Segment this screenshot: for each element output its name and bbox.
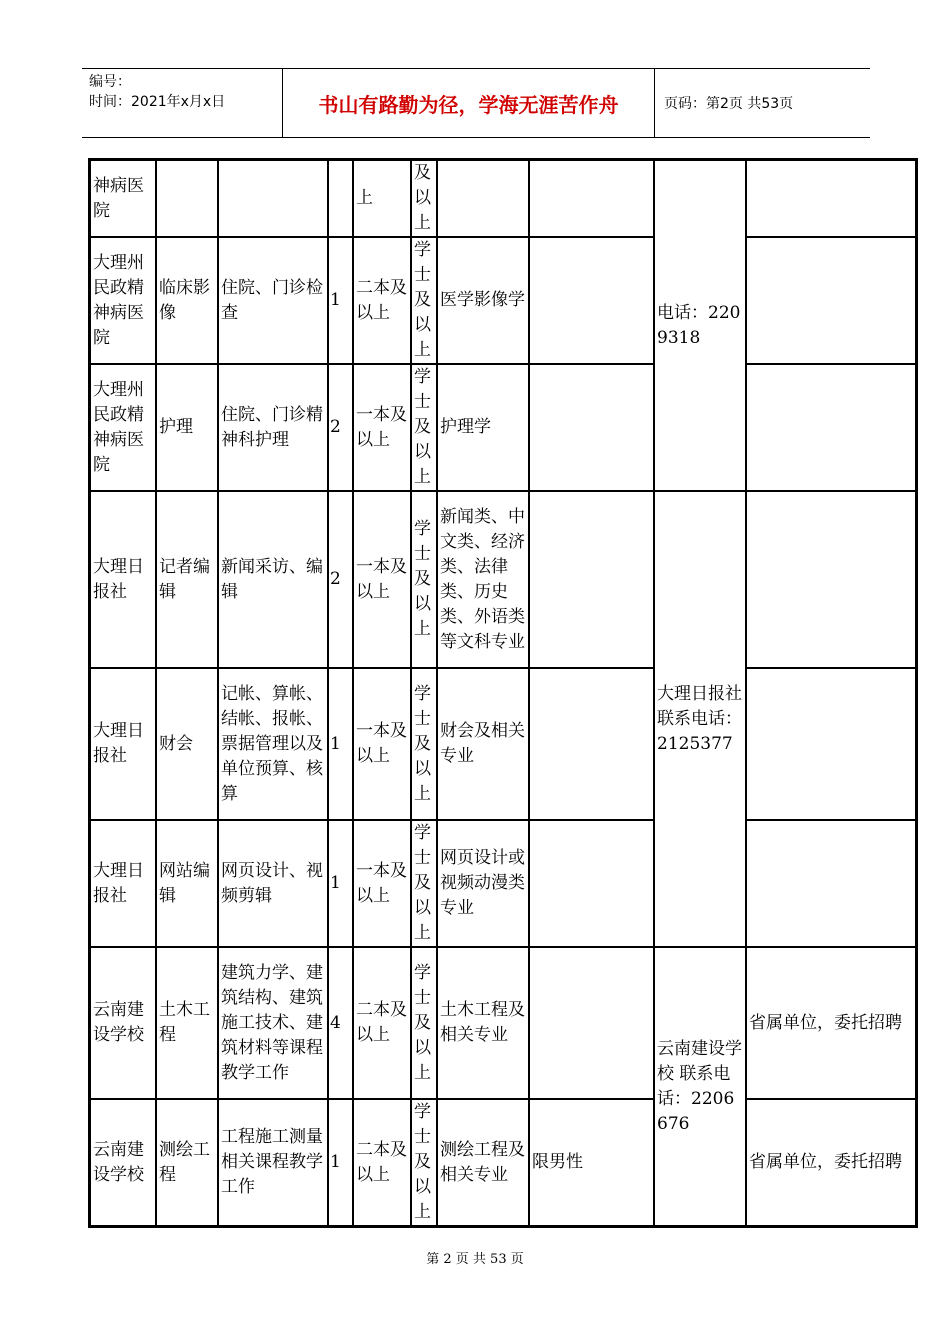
cell-unit: 大理州民政精神病医院 [90,237,156,364]
cell-position: 记者编辑 [156,491,218,668]
cell-unit: 云南建设学校 [90,947,156,1099]
cell-count: 2 [328,491,353,668]
cell-remark: 省属单位，委托招聘 [746,947,916,1099]
header-motto: 书山有路勤为径，学海无涯苦作舟 [282,69,655,137]
cell-major: 财会及相关专业 [437,668,529,820]
cell-education: 一本及以上 [353,364,411,491]
cell-education: 二本及以上 [353,1099,411,1226]
cell-position: 测绘工程 [156,1099,218,1226]
cell-other [529,160,654,237]
cell-degree: 及以上 [411,160,437,237]
cell-count: 4 [328,947,353,1099]
cell-duty [218,160,328,237]
cell-education: 上 [353,160,411,237]
header-meta [89,72,282,134]
cell-count [328,160,353,237]
cell-duty: 住院、门诊检查 [218,237,328,364]
cell-duty: 住院、门诊精神科护理 [218,364,328,491]
cell-education: 二本及以上 [353,237,411,364]
table-row [90,237,916,364]
cell-contact: 电话：2209318 [654,160,746,491]
cell-unit: 大理日报社 [90,491,156,668]
table-row [90,491,916,668]
cell-unit: 大理州民政精神病医院 [90,364,156,491]
recruitment-table [88,158,918,1228]
cell-position: 临床影像 [156,237,218,364]
cell-contact: 大理日报社 联系电话：2125377 [654,491,746,947]
cell-position: 护理 [156,364,218,491]
cell-other [529,491,654,668]
cell-other [529,668,654,820]
cell-major: 网页设计或视频动漫类专业 [437,820,529,947]
cell-education: 一本及以上 [353,820,411,947]
cell-other [529,820,654,947]
cell-major: 医学影像学 [437,237,529,364]
cell-other [529,237,654,364]
cell-degree: 学士及以上 [411,364,437,491]
cell-duty: 工程施工测量相关课程教学工作 [218,1099,328,1226]
cell-major: 护理学 [437,364,529,491]
cell-duty: 新闻采访、编辑 [218,491,328,668]
cell-education: 一本及以上 [353,491,411,668]
cell-count: 1 [328,1099,353,1226]
cell-major: 测绘工程及相关专业 [437,1099,529,1226]
table-row [90,364,916,491]
cell-education: 一本及以上 [353,668,411,820]
cell-duty: 建筑力学、建筑结构、建筑施工技术、建筑材料等课程教学工作 [218,947,328,1099]
cell-position: 土木工程 [156,947,218,1099]
page-header [82,68,870,138]
cell-unit: 大理日报社 [90,668,156,820]
cell-other: 限男性 [529,1099,654,1226]
cell-count: 2 [328,364,353,491]
table-row [90,947,916,1099]
cell-degree: 学士及以上 [411,947,437,1099]
table-row [90,668,916,820]
header-page-info: 页码：第2页 共53页 [664,96,794,112]
cell-remark: 省属单位，委托招聘 [746,1099,916,1226]
cell-degree: 学士及以上 [411,237,437,364]
cell-degree: 学士及以上 [411,491,437,668]
cell-education: 二本及以上 [353,947,411,1099]
cell-remark [746,668,916,820]
table-row [90,1099,916,1226]
cell-unit: 大理日报社 [90,820,156,947]
table-row [90,820,916,947]
cell-duty: 记帐、算帐、结帐、报帐、票据管理以及单位预算、核算 [218,668,328,820]
cell-count: 1 [328,237,353,364]
cell-degree: 学士及以上 [411,820,437,947]
cell-unit: 神病医院 [90,160,156,237]
cell-contact: 云南建设学校 联系电话：2206676 [654,947,746,1226]
cell-major: 新闻类、中文类、经济类、法律类、历史类、外语类等文科专业 [437,491,529,668]
cell-duty: 网页设计、视频剪辑 [218,820,328,947]
cell-remark [746,820,916,947]
cell-count: 1 [328,820,353,947]
page-footer: 第 2 页 共 53 页 [426,1252,524,1267]
doc-time-label: 时间：2021年x月x日 [89,94,226,110]
cell-major [437,160,529,237]
cell-other [529,947,654,1099]
cell-remark [746,364,916,491]
cell-remark [746,237,916,364]
cell-other [529,364,654,491]
cell-remark [746,160,916,237]
table-row [90,160,916,237]
cell-position: 财会 [156,668,218,820]
cell-major: 土木工程及相关专业 [437,947,529,1099]
cell-position [156,160,218,237]
doc-number-label: 编号： [89,74,131,90]
cell-remark [746,491,916,668]
cell-degree: 学士及以上 [411,1099,437,1226]
cell-unit: 云南建设学校 [90,1099,156,1226]
cell-degree: 学士及以上 [411,668,437,820]
cell-position: 网站编辑 [156,820,218,947]
cell-count: 1 [328,668,353,820]
